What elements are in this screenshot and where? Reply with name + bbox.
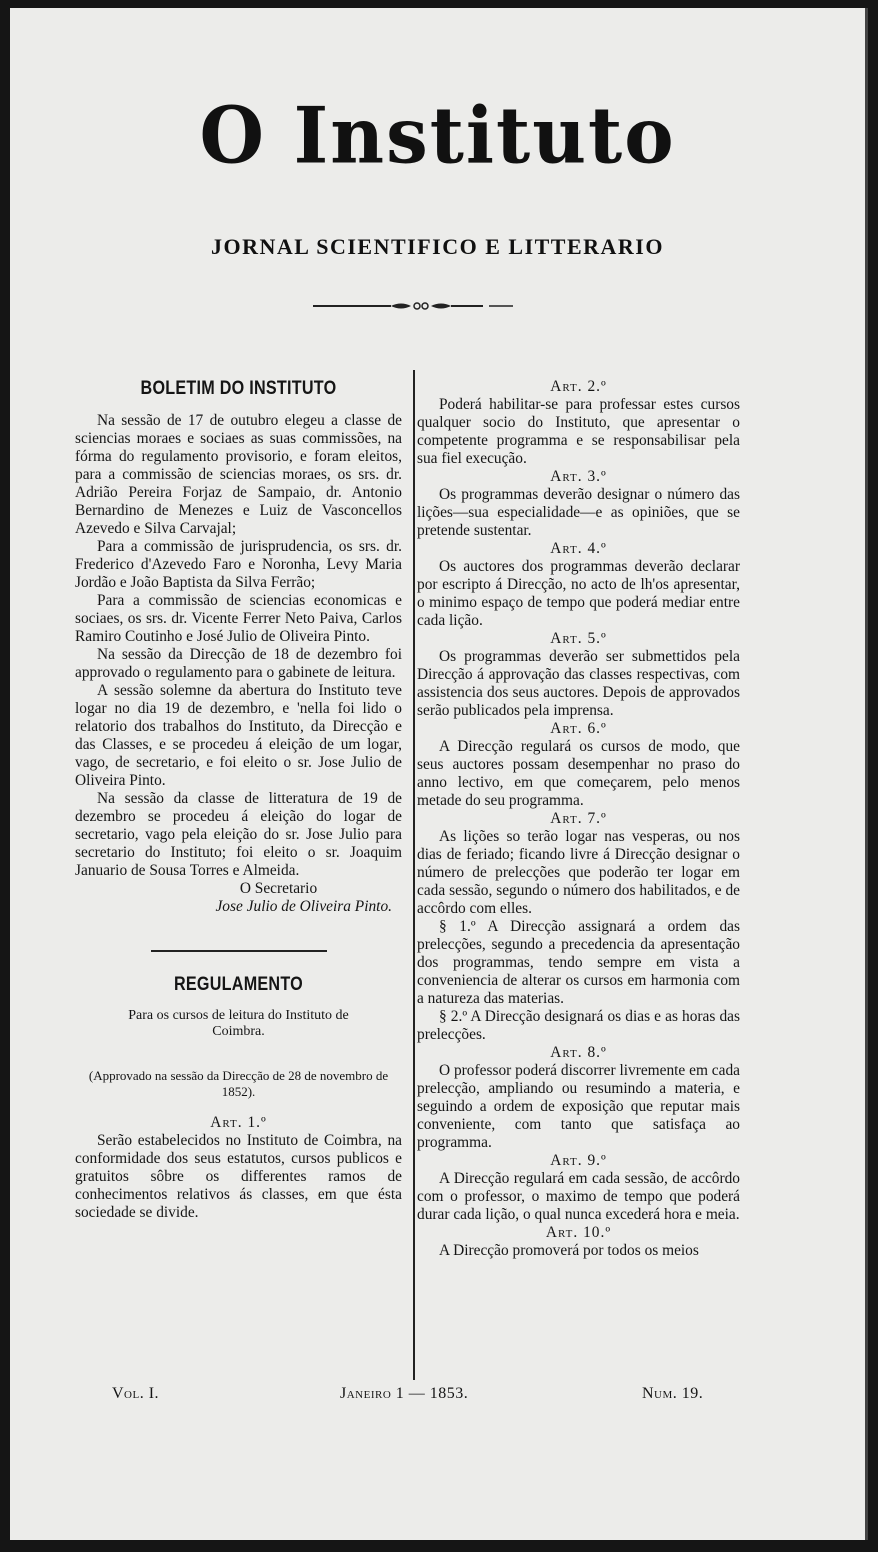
- signature-name: Jose Julio de Oliveira Pinto.: [215, 898, 392, 915]
- article-label: Art. 2.º: [550, 378, 607, 395]
- bulletin-paragraph: Para a commissão de sciencias economicas e sociaes, os srs. dr. Vicente Ferrer Neto Paiva, Carlos Ramiro Coutinho e José Julio de Oliveira Pinto.: [75, 592, 402, 645]
- bulletin-paragraph: Na sessão da classe de litteratura de 19 de dezembro se procedeu á eleição do logar de secretario, vago pela eleição do sr. Jose Julio para secretario do Instituto; foi eleito o sr. Joaquim Januario de Sousa Torres e Almeida.: [75, 790, 402, 879]
- footer-number: Num. 19.: [642, 1385, 704, 1402]
- article-label: Art. 4.º: [550, 540, 607, 557]
- left-column: [75, 378, 402, 1222]
- article-label: Art. 8.º: [550, 1044, 607, 1061]
- approval-note: (Approvado na sessão da Direcção de 28 de novembro de 1852).: [88, 1068, 389, 1099]
- article-text: A Direcção promoverá por todos os meios: [439, 1242, 699, 1259]
- article-label: Art. 5.º: [550, 630, 607, 647]
- column-divider: [413, 370, 415, 1380]
- masthead-subtitle: JORNAL SCIENTIFICO E LITTERARIO: [211, 234, 664, 259]
- bulletin-heading: BOLETIM DO INSTITUTO: [140, 378, 337, 399]
- footer-volume: Vol. I.: [112, 1385, 160, 1402]
- masthead-title: O Instituto: [199, 90, 676, 182]
- footer-date: Janeiro 1 — 1853.: [340, 1385, 469, 1402]
- bulletin-paragraph: Para a commissão de jurisprudencia, os srs. dr. Frederico d'Azevedo Faro e Noronha, Levy Maria Jordão e João Baptista da Silva Ferrão;: [75, 538, 402, 591]
- article-text: Serão estabelecidos no Instituto de Coimbra, na conformidade dos seus estatutos, cursos publicos e gratuitos sôbre os differentes ramos de conhecimentos relativos ás classes, em que ésta sociedade se divide.: [75, 1132, 402, 1221]
- article-text: Os programmas deverão ser submettidos pela Direcção á approvação das classes respectivas, com assistencia dos seus auctores. Depois de approvados serão publicados pela imprensa.: [417, 648, 740, 719]
- article-text: Os auctores dos programmas deverão declarar por escripto á Direcção, no acto de lh'os apresentar, o minimo espaço de tempo que poderá mediar entre cada lição.: [417, 558, 740, 629]
- newspaper-page: [10, 8, 868, 1540]
- article-label: Art. 7.º: [550, 810, 607, 827]
- article-text: A Direcção regulará em cada sessão, de accôrdo com o professor, o maximo de tempo que poderá durar cada lição, o qual nunca excederá hora e meia.: [417, 1170, 740, 1223]
- article-text: Poderá habilitar-se para professar estes cursos qualquer socio do Instituto, que apresentar o competente programma e se responsabilisar pela sua fiel execução.: [417, 396, 740, 467]
- article-label: Art. 1.º: [210, 1114, 267, 1131]
- bulletin-paragraph: Na sessão da Direcção de 18 de dezembro foi approvado o regulamento para o gabinete de leitura.: [75, 646, 402, 681]
- article-text: A Direcção regulará os cursos de modo, que seus auctores possam desempenhar no praso do anno lectivo, em que começarem, pelo menos metade do seu programma.: [417, 738, 740, 809]
- article-text: Os programmas deverão designar o número das lições—sua especialidade—e as opiniões, que se pretende sustentar.: [417, 486, 740, 539]
- right-column: [417, 378, 740, 1260]
- regulation-subheading: Para os cursos de leitura do Instituto de Coimbra.: [128, 1008, 349, 1039]
- signature-role: O Secretario: [239, 880, 318, 897]
- section-rule: [151, 950, 327, 952]
- article-text: O professor poderá discorrer livremente em cada prelecção, ampliando ou resumindo a materia, e seguindo a ordem de exposição que reputar mais conveniente, com tanto que satisfaça ao programma.: [417, 1062, 740, 1151]
- article-label: Art. 10.º: [545, 1224, 612, 1241]
- article-paragraph: § 1.º A Direcção assignará a ordem das prelecções, segundo a precedencia da apresentação dos programmas, tendo sempre em vista a conveniencia de alterar os cursos em harmonia com a natureza das materias.: [417, 918, 740, 1007]
- article-label: Art. 3.º: [550, 468, 607, 485]
- bulletin-paragraph: Na sessão de 17 de outubro elegeu a classe de sciencias moraes e sociaes as suas commissões, na fórma do regulamento provisorio, e foram eleitos, para a commissão de sciencias moraes, os srs. dr. Adrião Pereira Forjaz de Sampaio, dr. Antonio Bernardino de Menezes e Luiz de Vasconcellos Azevedo e Silva Carvajal;: [75, 412, 402, 537]
- article-paragraph: § 2.º A Direcção designará os dias e as horas das prelecções.: [417, 1008, 740, 1043]
- article-label: Art. 9.º: [550, 1152, 607, 1169]
- article-text: As lições so terão logar nas vesperas, ou nos dias de feriado; ficando livre á Direcção designar o número de prelecções que poderão ter logar em cada sessão, segundo o número dos habilitados, e de accôrdo com elles.: [417, 828, 740, 917]
- article-label: Art. 6.º: [550, 720, 607, 737]
- bulletin-paragraph: A sessão solemne da abertura do Instituto teve logar no dia 19 de dezembro, e 'nella foi lido o relatorio dos trabalhos do Instituto, da Direcção e das Classes, e se procedeu á eleição de um logar, vago, de secretario, e foi eleito o sr. Jose Julio de Oliveira Pinto.: [75, 682, 402, 789]
- ornament-divider-icon: [313, 300, 513, 312]
- regulation-heading: REGULAMENTO: [173, 974, 304, 995]
